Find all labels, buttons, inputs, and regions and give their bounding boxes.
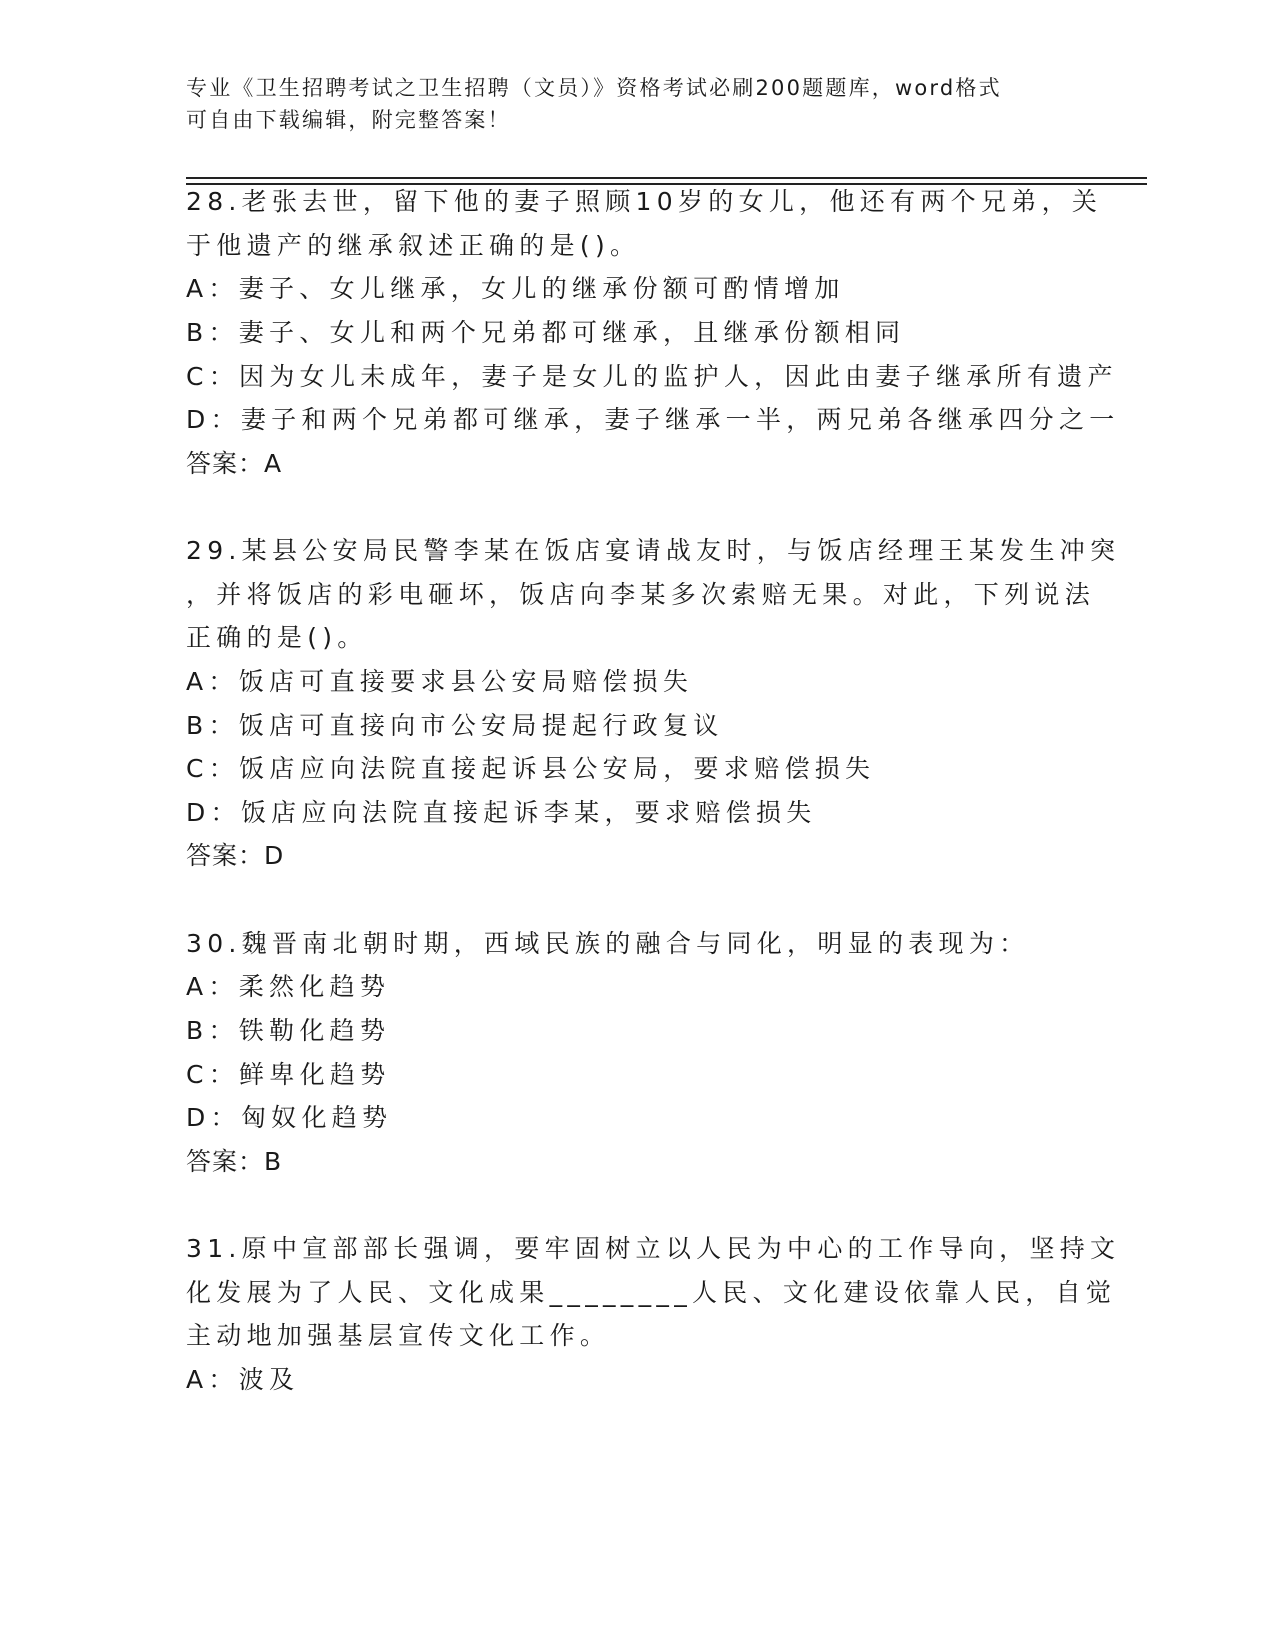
header-line-2: 可自由下载编辑，附完整答案！ <box>186 108 511 132</box>
option-d: D：饭店应向法院直接起诉李某，要求赔偿损失 <box>186 798 817 827</box>
header-divider-top <box>186 177 1147 179</box>
option-c: C：饭店应向法院直接起诉县公安局，要求赔偿损失 <box>186 754 876 783</box>
option-d: D：妻子和两个兄弟都可继承，妻子继承一半，两兄弟各继承四分之一 <box>186 405 1120 434</box>
question-stem-line: 30.魏晋南北朝时期，西域民族的融合与同化，明显的表现为： <box>186 929 1030 958</box>
header-divider-bottom <box>186 183 1147 185</box>
option-c: C：鲜卑化趋势 <box>186 1060 391 1089</box>
option-b: B：饭店可直接向市公安局提起行政复议 <box>186 711 724 740</box>
header-line-1: 专业《卫生招聘考试之卫生招聘（文员）》资格考试必刷200题题库，word格式 <box>186 76 1002 100</box>
answer-label: 答案：B <box>186 1147 283 1176</box>
option-d: D：匈奴化趋势 <box>186 1103 393 1132</box>
document-header <box>186 72 1086 136</box>
question-stem-line: 31.原中宣部部长强调，要牢固树立以人民为中心的工作导向，坚持文 <box>186 1234 1121 1263</box>
answer-label: 答案：A <box>186 449 283 478</box>
question-stem-line: 正确的是()。 <box>186 623 368 652</box>
option-c: C：因为女儿未成年，妻子是女儿的监护人，因此由妻子继承所有遗产 <box>186 362 1118 391</box>
question-stem-line: 28.老张去世，留下他的妻子照顾10岁的女儿，他还有两个兄弟，关 <box>186 187 1103 216</box>
option-b: B：妻子、女儿和两个兄弟都可继承，且继承份额相同 <box>186 318 906 347</box>
option-a: A：柔然化趋势 <box>186 972 391 1001</box>
option-a: A：妻子、女儿继承，女儿的继承份额可酌情增加 <box>186 274 845 303</box>
option-b: B：铁勒化趋势 <box>186 1016 391 1045</box>
question-stem-line: 化发展为了人民、文化成果________人民、文化建设依靠人民，自觉 <box>186 1278 1117 1307</box>
question-stem-line: 主动地加强基层宣传文化工作。 <box>186 1321 611 1350</box>
question-stem-line: ，并将饭店的彩电砸坏，饭店向李某多次索赔无果。对此，下列说法 <box>186 580 1096 609</box>
question-stem-line: 于他遗产的继承叙述正确的是()。 <box>186 231 641 260</box>
answer-label: 答案：D <box>186 841 285 870</box>
option-a: A：饭店可直接要求县公安局赔偿损失 <box>186 667 694 696</box>
question-stem-line: 29.某县公安局民警李某在饭店宴请战友时，与饭店经理王某发生冲突 <box>186 536 1121 565</box>
option-a: A：波及 <box>186 1365 300 1394</box>
